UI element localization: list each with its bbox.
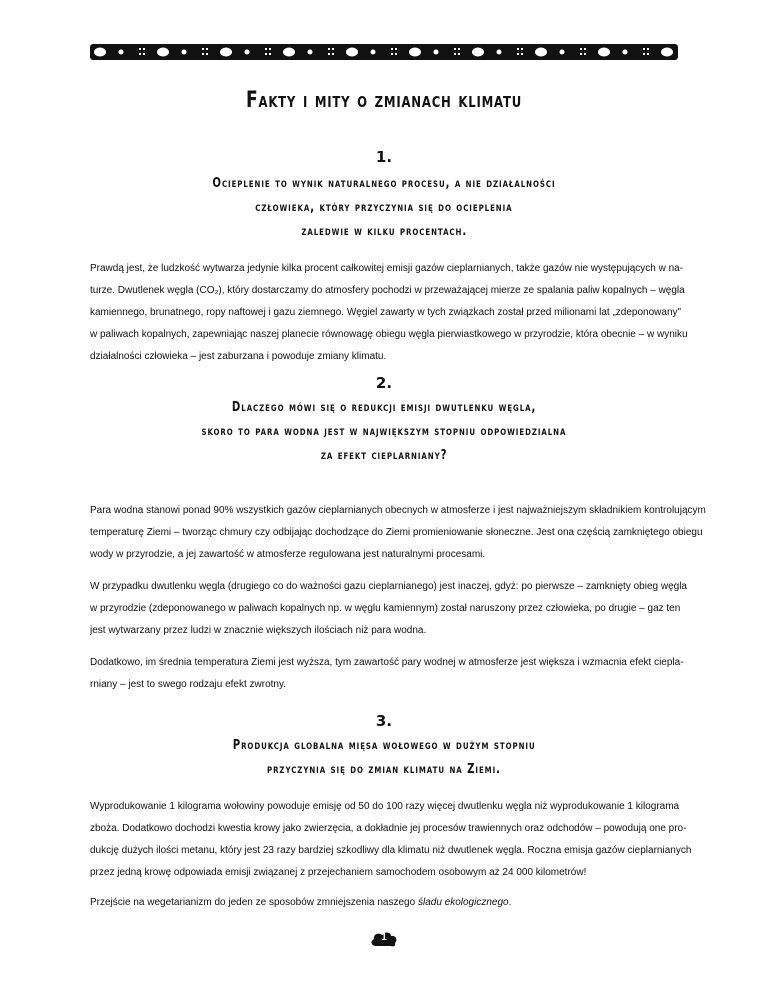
- text-line: jest wytwarzany przez ludzi w znacznie większych ilościach niż para wodna.: [90, 625, 427, 636]
- border-dash-shape: [395, 48, 397, 50]
- section-2-heading-line-1: Dlaczego mówi się o redukcji emisji dwutlenku węgla,: [231, 400, 537, 415]
- emphasis-text: śladu ekologicznego: [417, 897, 509, 908]
- border-dash-shape: [584, 48, 586, 50]
- section-3-paragraph-1: [90, 796, 692, 884]
- border-dash-shape: [269, 53, 271, 55]
- border-dash-shape: [517, 53, 519, 55]
- border-dash-shape: [521, 48, 523, 50]
- border-dash-shape: [643, 48, 645, 50]
- text-line: turze. Dwutlenek węgla (CO₂), który dostarczamy do atmosfery pochodzi w przeważającej mierze ze spalania paliw kopalnych – węgla: [90, 285, 685, 296]
- border-cloud-shape: [346, 48, 358, 57]
- section-3-heading-line-1: Produkcja globalna mięsa wołowego w dużym stopniu: [232, 738, 536, 753]
- section-2-number: 2.: [375, 374, 393, 392]
- border-dash-shape: [521, 53, 523, 55]
- border-dot-shape: [623, 50, 628, 55]
- section-1-heading-line-2: człowieka, który przyczynia się do ocieplenia: [255, 200, 513, 215]
- border-cloud-shape: [598, 48, 610, 57]
- border-dash-shape: [584, 53, 586, 55]
- border-dot-shape: [182, 50, 187, 55]
- border-dash-shape: [202, 48, 204, 50]
- border-cloud-shape: [283, 48, 295, 57]
- text-line: zboża. Dodatkowo dochodzi kwestia krowy jako zwierzęcia, a dokładnie jej procesów trawiennych oraz odchodów – powodują one pro-: [90, 823, 687, 834]
- text-line: W przypadku dwutlenku węgla (drugiego co do ważności gazu cieplarnianego) jest inaczej, gdyż: po pierwsze – zamknięty obieg węgla: [90, 581, 687, 592]
- border-cloud-shape: [472, 48, 484, 57]
- section-3-number: 3.: [375, 712, 393, 730]
- border-dash-shape: [328, 48, 330, 50]
- section-3-heading-line-2: przyczynia się do zmian klimatu na Ziemi.: [267, 762, 501, 777]
- border-dash-shape: [265, 53, 267, 55]
- decorative-top-border: [90, 44, 678, 60]
- text-line: Prawdą jest, że ludzkość wytwarza jedynie kilka procent całkowitej emisji gazów cieplarnianych, także gazów nie występujących w na-: [90, 263, 684, 274]
- border-dash-shape: [580, 48, 582, 50]
- border-dash-shape: [391, 48, 393, 50]
- text-line: temperaturę Ziemi – tworząc chmury czy odbijając dochodzące do Ziemi promieniowanie słoneczne. Jest ona częścią zamkniętego obiegu: [90, 527, 703, 538]
- border-dash-shape: [202, 53, 204, 55]
- section-2-heading-line-3: za efekt cieplarniany?: [320, 448, 448, 463]
- text-line: w przyrodzie (zdeponowanego w paliwach kopalnych np. w węglu kamiennym) został naruszony przez człowieka, po drugie – gaz ten: [90, 603, 681, 614]
- section-1-number: 1.: [375, 148, 393, 166]
- border-dash-shape: [458, 53, 460, 55]
- page-number: 1: [381, 932, 387, 943]
- text-line: rniany – jest to swego rodzaju efekt zwrotny.: [90, 679, 287, 690]
- border-dot-shape: [245, 50, 250, 55]
- border-dash-shape: [643, 53, 645, 55]
- border-dot-shape: [434, 50, 439, 55]
- text-line: wody w przyrodzie, a jej zawartość w atmosferze regulowana jest naturalnymi procesami.: [90, 549, 486, 560]
- border-dot-shape: [308, 50, 313, 55]
- text-line: dukcję dużych ilości metanu, który jest 23 razy bardziej szkodliwy dla klimatu niż dwutlenek węgla. Roczna emisja gazów cieplarnianych: [90, 845, 692, 856]
- border-cloud-shape: [157, 48, 169, 57]
- border-dash-shape: [395, 53, 397, 55]
- border-dash-shape: [206, 48, 208, 50]
- section-1-heading-line-1: Ocieplenie to wynik naturalnego procesu, a nie działalności: [212, 176, 556, 191]
- border-dot-shape: [119, 50, 124, 55]
- text-line: działalności człowieka – jest zaburzana i powoduje zmiany klimatu.: [90, 351, 387, 362]
- border-dash-shape: [139, 48, 141, 50]
- border-dot-shape: [560, 50, 565, 55]
- border-cloud-shape: [409, 48, 421, 57]
- border-dash-shape: [143, 53, 145, 55]
- border-dash-shape: [143, 48, 145, 50]
- text-line: Wyprodukowanie 1 kilograma wołowiny powoduje emisję od 50 do 100 razy więcej dwutlenku węgla niż wyprodukowanie 1 kilograma: [90, 801, 680, 812]
- border-dash-shape: [265, 48, 267, 50]
- border-cloud-shape: [661, 48, 673, 57]
- text-line: Przejście na wegetarianizm do jeden ze sposobów zmniejszenia naszego śladu ekologicznego.: [90, 897, 512, 908]
- border-dash-shape: [647, 53, 649, 55]
- section-1-paragraph-1: [90, 258, 688, 368]
- section-2-heading-line-2: skoro to para wodna jest w największym stopniu odpowiedzialna: [201, 424, 567, 439]
- text-line: kamiennego, brunatnego, ropy naftowej i gazu ziemnego. Węgiel zawarty w tych związkach został przed milionami lat „zdeponowany": [90, 307, 682, 318]
- border-dash-shape: [647, 48, 649, 50]
- section-2-paragraph-2: [90, 576, 687, 642]
- border-cloud-shape: [220, 48, 232, 57]
- border-dash-shape: [206, 53, 208, 55]
- text-line: Dodatkowo, im średnia temperatura Ziemi jest wyższa, tym zawartość pary wodnej w atmosferze jest większa i wzmacnia efekt ciepla-: [90, 657, 684, 668]
- page-title: Fakty i mity o zmianach klimatu: [245, 88, 522, 113]
- border-dash-shape: [580, 53, 582, 55]
- border-dash-shape: [458, 48, 460, 50]
- border-dash-shape: [269, 48, 271, 50]
- section-2-paragraph-1: [90, 500, 706, 566]
- text-line: w paliwach kopalnych, zapewniając naszej planecie równowagę obiegu węgla pierwiastkowego w przyrodzie, która obecnie – w wyniku: [90, 329, 688, 340]
- section-3-closing: [90, 892, 678, 914]
- border-dash-shape: [332, 48, 334, 50]
- text-line: przez jedną krowę odpowiada emisji związanej z przejechaniem samochodem osobowym aż 24 000 kilometrów!: [90, 867, 587, 878]
- border-cloud-shape: [535, 48, 547, 57]
- border-dash-shape: [517, 48, 519, 50]
- border-dash-shape: [139, 53, 141, 55]
- border-dot-shape: [497, 50, 502, 55]
- section-2-paragraph-3: [90, 652, 684, 696]
- border-dash-shape: [454, 48, 456, 50]
- section-1-heading-line-3: zaledwie w kilku procentach.: [301, 224, 467, 239]
- text-line: Para wodna stanowi ponad 90% wszystkich gazów cieplarnianych obecnych w atmosferze i jest najważniejszym składnikiem kontrolującym: [90, 505, 706, 516]
- border-dot-shape: [371, 50, 376, 55]
- border-cloud-shape: [94, 48, 106, 57]
- border-dash-shape: [391, 53, 393, 55]
- border-dash-shape: [332, 53, 334, 55]
- border-dash-shape: [454, 53, 456, 55]
- border-dash-shape: [328, 53, 330, 55]
